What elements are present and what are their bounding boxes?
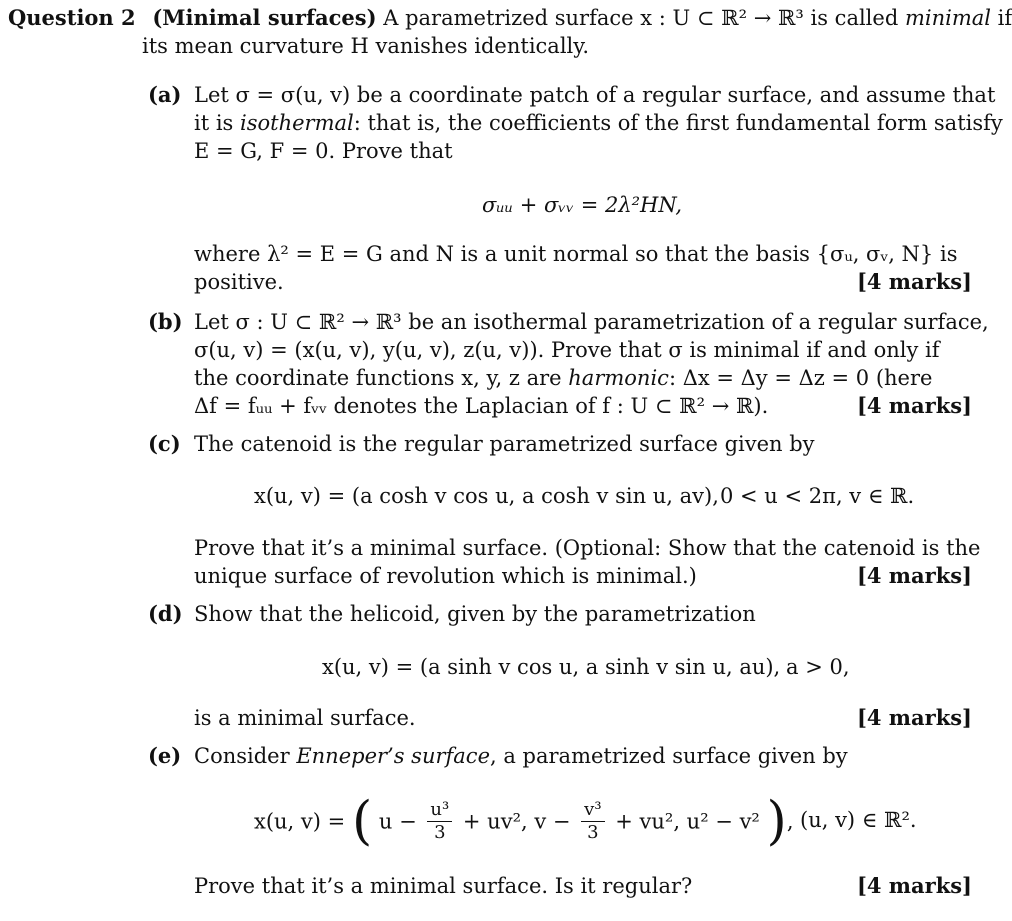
part-e-eq-comma: , bbox=[786, 809, 794, 834]
part-e-equation bbox=[254, 790, 794, 850]
part-e-domain: (u, v) ∈ ℝ². bbox=[800, 808, 917, 832]
part-c-line3: unique surface of revolution which is minimal.) bbox=[194, 564, 697, 588]
part-c-label: (c) bbox=[148, 431, 181, 456]
part-e-eq-mid1: + uv², v − bbox=[462, 809, 571, 834]
part-a-line2b: : that is, the coefficients of the first fundamental form satisfy bbox=[353, 111, 1003, 135]
part-a-line3: E = G, F = 0. Prove that bbox=[194, 139, 453, 163]
part-d-line2: is a minimal surface. bbox=[194, 706, 416, 730]
part-b-marks: [4 marks] bbox=[856, 393, 972, 418]
part-e-frac2-num: v³ bbox=[581, 799, 604, 822]
part-d-condition: a > 0, bbox=[786, 655, 850, 679]
part-c-domain: 0 < u < 2π, v ∈ ℝ. bbox=[720, 484, 915, 508]
part-e-frac2 bbox=[581, 799, 604, 844]
question-intro-a: A parametrized surface x : U ⊂ ℝ² → ℝ³ is called bbox=[383, 6, 905, 30]
part-e-eq-close: ) bbox=[766, 791, 787, 852]
question-intro-minimal: minimal bbox=[904, 6, 991, 30]
part-e-marks: [4 marks] bbox=[856, 873, 972, 898]
part-d-equation: x(u, v) = (a sinh v cos u, a sinh v sin u, au), bbox=[322, 655, 781, 679]
part-b-line1: Let σ : U ⊂ ℝ² → ℝ³ be an isothermal parametrization of a regular surface, bbox=[194, 310, 989, 334]
part-a-label: (a) bbox=[148, 82, 182, 107]
part-e-line1b: , a parametrized surface given by bbox=[490, 744, 848, 768]
part-b-label: (b) bbox=[148, 309, 183, 334]
part-e-eq-open: ( bbox=[351, 791, 373, 852]
part-c-line1: The catenoid is the regular parametrized surface given by bbox=[194, 432, 815, 456]
part-c-equation: x(u, v) = (a cosh v cos u, a cosh v sin u, av), bbox=[254, 484, 719, 508]
part-e-eq-lhs: x(u, v) = bbox=[254, 809, 346, 834]
part-e-line1 bbox=[194, 742, 848, 770]
part-a-isothermal: isothermal bbox=[240, 111, 354, 135]
part-c-line2: Prove that it’s a minimal surface. (Optional: Show that the catenoid is the bbox=[194, 536, 981, 560]
part-b-harmonic: harmonic bbox=[568, 366, 669, 390]
part-e-line1a: Consider bbox=[194, 744, 297, 768]
part-a-line2 bbox=[194, 109, 1003, 137]
question-intro-line2: its mean curvature H vanishes identically. bbox=[142, 34, 590, 58]
question-header bbox=[8, 4, 1012, 32]
part-d-line1: Show that the helicoid, given by the parametrization bbox=[194, 602, 756, 626]
question-title: (Minimal surfaces) bbox=[152, 5, 377, 30]
part-a-line2a: it is bbox=[194, 111, 240, 135]
question-intro-b: if bbox=[990, 6, 1012, 30]
part-a-line5: positive. bbox=[194, 270, 284, 294]
part-c-marks: [4 marks] bbox=[856, 563, 972, 588]
part-e-frac2-den: 3 bbox=[587, 822, 599, 843]
part-e-frac1-num: u³ bbox=[427, 799, 452, 822]
part-a-line4: where λ² = E = G and N is a unit normal so that the basis {σᵤ, σᵥ, N} is bbox=[194, 242, 958, 266]
part-b-line3a: the coordinate functions x, y, z are bbox=[194, 366, 569, 390]
part-b-line3b: : Δx = Δy = Δz = 0 (here bbox=[668, 366, 933, 390]
part-e-eq-mid2: + vu², u² − v² bbox=[615, 809, 760, 834]
part-b-line4: Δf = fᵤᵤ + fᵥᵥ denotes the Laplacian of f : U ⊂ ℝ² → ℝ). bbox=[194, 394, 769, 418]
part-b-line2: σ(u, v) = (x(u, v), y(u, v), z(u, v)). Prove that σ is minimal if and only if bbox=[194, 338, 940, 362]
part-a-line1: Let σ = σ(u, v) be a coordinate patch of a regular surface, and assume that bbox=[194, 83, 996, 107]
part-e-line2: Prove that it’s a minimal surface. Is it regular? bbox=[194, 874, 693, 898]
part-e-frac1-den: 3 bbox=[434, 822, 446, 843]
part-a-equation: σᵤᵤ + σᵥᵥ = 2λ²HN, bbox=[482, 193, 683, 217]
part-e-frac1 bbox=[427, 799, 452, 844]
part-e-enneper: Enneper’s surface bbox=[296, 744, 490, 768]
part-b-line3 bbox=[194, 364, 932, 392]
part-d-label: (d) bbox=[148, 601, 183, 626]
question-label: Question 2 bbox=[8, 5, 136, 30]
part-e-label: (e) bbox=[148, 743, 182, 768]
part-d-marks: [4 marks] bbox=[856, 705, 972, 730]
part-a-marks: [4 marks] bbox=[856, 269, 972, 294]
part-e-eq-u: u − bbox=[378, 809, 417, 834]
